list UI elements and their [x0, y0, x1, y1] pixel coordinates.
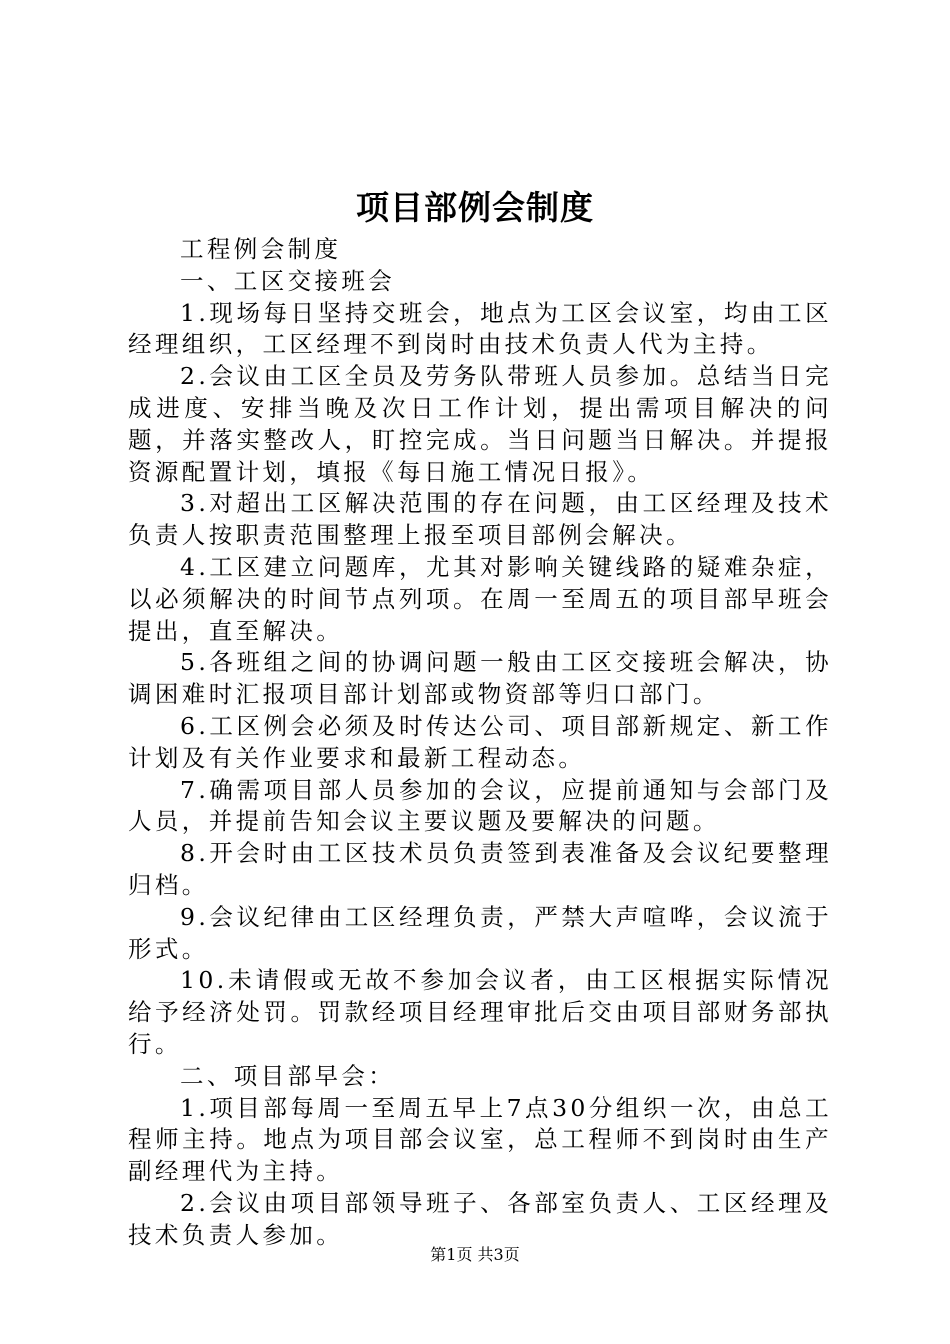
paragraph: 8.开会时由工区技术员负责签到表准备及会议纪要整理归档。: [128, 839, 832, 899]
paragraph: 7.确需项目部人员参加的会议，应提前通知与会部门及人员，并提前告知会议主要议题及要解决的问题。: [128, 775, 832, 836]
paragraph: 5.各班组之间的协调问题一般由工区交接班会解决，协调困难时汇报项目部计划部或物资部等归口部门。: [128, 648, 832, 709]
document-title: 项目部例会制度: [356, 188, 594, 227]
paragraph: 6.工区例会必须及时传达公司、项目部新规定、新工作计划及有关作业要求和最新工程动态。: [128, 711, 832, 772]
page-footer: 第1页 共3页: [430, 1245, 520, 1264]
paragraph: 9.会议纪律由工区经理负责，严禁大声喧哗，会议流于形式。: [128, 902, 832, 963]
paragraph: 3.对超出工区解决范围的存在问题，由工区经理及技术负责人按职责范围整理上报至项目部例会解决。: [128, 489, 832, 550]
paragraph: 2.会议由工区全员及劳务队带班人员参加。总结当日完成进度、安排当晚及次日工作计划，提出需项目解决的问题，并落实整改人，盯控完成。当日问题当日解决。并提报资源配置计划，填报《每日施工情况日报》。: [128, 362, 832, 486]
section-heading-2: 二、项目部早会：: [180, 1061, 396, 1090]
document-body: [128, 234, 832, 1252]
paragraph: 4.工区建立问题库，尤其对影响关键线路的疑难杂症，以必须解决的时间节点列项。在周一至周五的项目部早班会提出，直至解决。: [128, 552, 832, 645]
section-heading-1: 一、工区交接班会: [180, 266, 396, 295]
paragraph: 1.项目部每周一至周五早上7点30分组织一次，由总工程师主持。地点为项目部会议室，总工程师不到岗时由生产副经理代为主持。: [128, 1093, 832, 1186]
paragraph: 2.会议由项目部领导班子、各部室负责人、工区经理及技术负责人参加。: [128, 1188, 832, 1249]
paragraph: 1.现场每日坚持交班会，地点为工区会议室，均由工区经理组织，工区经理不到岗时由技术负责人代为主持。: [128, 298, 832, 359]
paragraph-heading: 工程例会制度: [180, 235, 342, 263]
paragraph: 10.未请假或无故不参加会议者，由工区根据实际情况给予经济处罚。罚款经项目经理审批后交由项目部财务部执行。: [128, 966, 832, 1058]
